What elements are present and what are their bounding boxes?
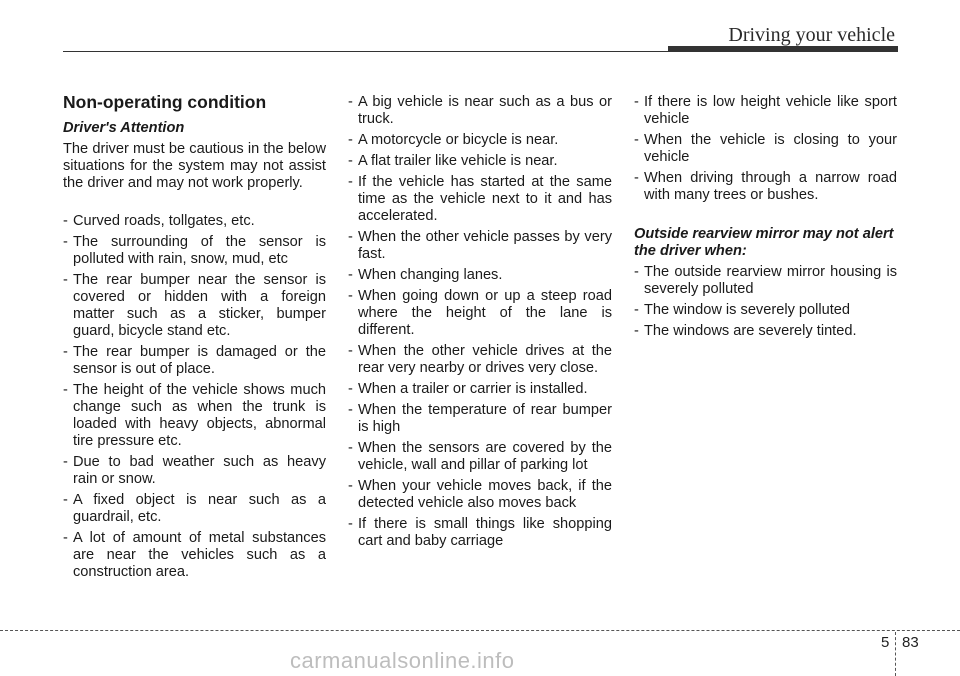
list-item: - A motorcycle or bicycle is near. [348,132,612,149]
subhead-mirror-alert: Outside rearview mirror may not alert the driver when: [634,226,894,259]
section-title: Non-operating condition [63,92,267,112]
list-item: - When the vehicle is closing to your vehicle [634,132,897,166]
list-item: - When the temperature of rear bumper is high [348,402,612,436]
list-item: - The surrounding of the sensor is polluted with rain, snow, mud, etc [63,234,326,268]
list-item: - If there is small things like shopping cart and baby carriage [348,516,612,550]
list-item: - When your vehicle moves back, if the detected vehicle also moves back [348,478,612,512]
list-item: - The windows are severely tinted. [634,323,897,340]
list-item: - A fixed object is near such as a guardrail, etc. [63,492,326,526]
intro-paragraph: The driver must be cautious in the below situations for the system may not assist the driver and may not work properly. [63,141,326,191]
watermark: carmanualsonline.info [290,648,515,673]
condition-list-1 [63,213,326,581]
list-item: - The rear bumper is damaged or the sensor is out of place. [63,344,326,378]
list-item: - The height of the vehicle shows much change such as when the trunk is loaded with heavy objects, abnormal tire pressure etc. [63,382,326,450]
list-item: - When changing lanes. [348,267,612,284]
list-item: - If the vehicle has started at the same time as the vehicle next to it and has accelerated. [348,174,612,225]
footer-rule [0,630,960,631]
list-item: - The window is severely polluted [634,302,897,319]
list-item: - The rear bumper near the sensor is covered or hidden with a foreign matter such as a sticker, bumper guard, bicycle stand etc. [63,272,326,340]
list-item: - When the other vehicle passes by very fast. [348,229,612,263]
condition-list-2 [348,94,612,550]
column-middle [348,94,612,554]
column-right [634,94,897,344]
spacer [634,208,897,226]
list-item: - A flat trailer like vehicle is near. [348,153,612,170]
header-rule-accent [668,46,898,52]
list-item: - Due to bad weather such as heavy rain or snow. [63,454,326,488]
column-left [63,92,326,585]
condition-list-3 [634,94,897,204]
subhead-drivers-attention: Driver's Attention [63,120,185,136]
list-item: - Curved roads, tollgates, etc. [63,213,326,230]
list-item: - If there is low height vehicle like sport vehicle [634,94,897,128]
mirror-condition-list [634,264,897,340]
header-rule [63,51,668,52]
list-item: - The outside rearview mirror housing is severely polluted [634,264,897,298]
list-item: - A big vehicle is near such as a bus or truck. [348,94,612,128]
list-item: - A lot of amount of metal substances are near the vehicles such as a construction area. [63,530,326,581]
list-item: - When going down or up a steep road where the height of the lane is different. [348,288,612,339]
list-item: - When the sensors are covered by the vehicle, wall and pillar of parking lot [348,440,612,474]
running-header-title: Driving your vehicle [728,24,895,46]
chapter-number: 5 [881,634,890,651]
list-item: - When driving through a narrow road with many trees or bushes. [634,170,897,204]
list-item: - When a trailer or carrier is installed. [348,381,612,398]
list-item: - When the other vehicle drives at the rear very nearby or drives very close. [348,343,612,377]
page-number-divider [895,632,896,676]
page-number: 83 [902,634,919,651]
